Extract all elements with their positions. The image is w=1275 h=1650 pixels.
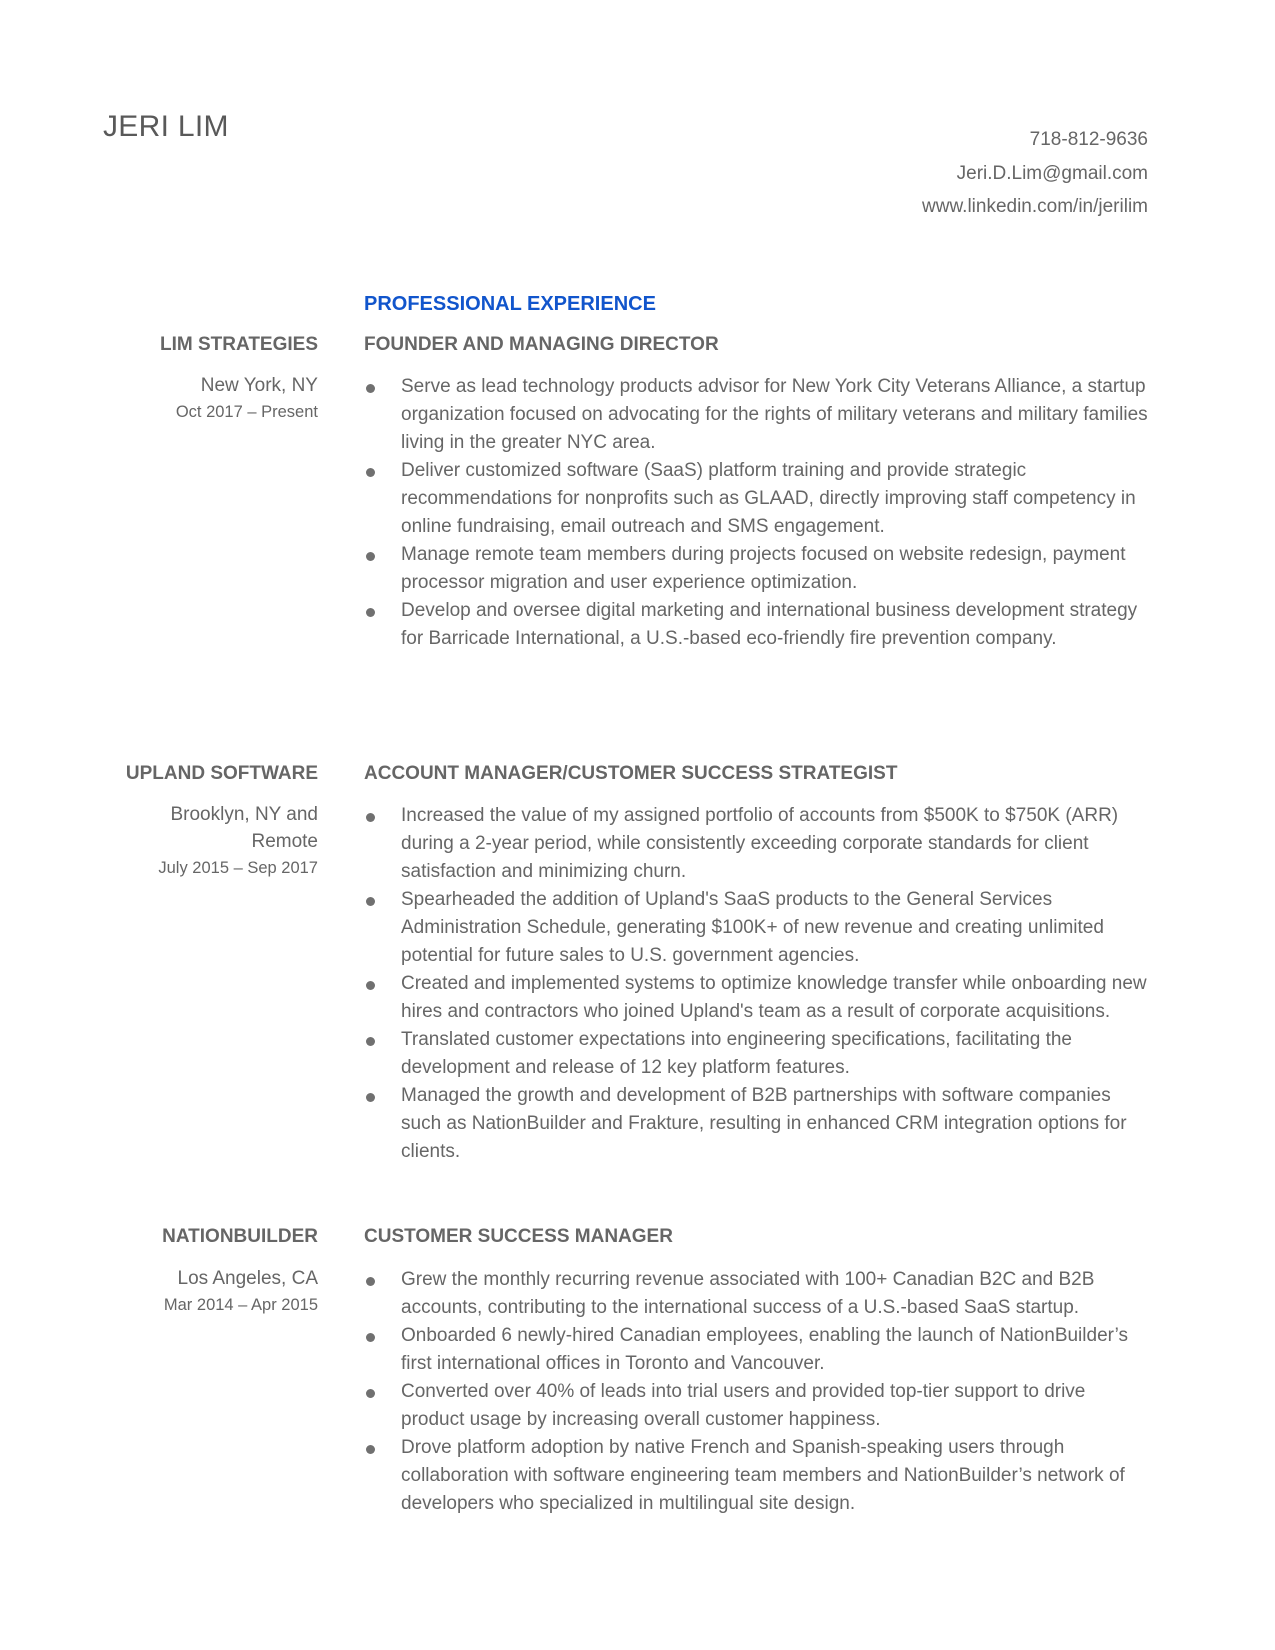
- job-role: ACCOUNT MANAGER/CUSTOMER SUCCESS STRATEGIST: [364, 763, 898, 784]
- email-address: Jeri.D.Lim@gmail.com: [956, 162, 1148, 184]
- job-role: FOUNDER AND MANAGING DIRECTOR: [364, 334, 719, 355]
- phone-number: 718-812-9636: [1029, 129, 1148, 150]
- job-dates: Oct 2017 – Present: [175, 403, 318, 421]
- bullet-icon: [366, 384, 375, 393]
- section-title-experience: PROFESSIONAL EXPERIENCE: [364, 293, 656, 315]
- job-role: CUSTOMER SUCCESS MANAGER: [364, 1226, 673, 1247]
- bullet-icon: [366, 897, 375, 906]
- job-meta: [128, 372, 318, 425]
- job-dates: July 2015 – Sep 2017: [158, 859, 318, 877]
- company-name: UPLAND SOFTWARE: [125, 763, 318, 784]
- bullet-icon: [366, 608, 375, 617]
- bullet-item: [364, 1266, 1154, 1322]
- bullet-icon: [366, 813, 375, 822]
- bullet-list: [364, 373, 1154, 653]
- linkedin-url: www.linkedin.com/in/jerilim: [922, 196, 1148, 217]
- bullet-item: [364, 457, 1154, 541]
- bullet-text: Drove platform adoption by native French and Spanish-speaking users through collaboration with software engineering team members and NationBuilder’s network of developers who specialized in multilingual site design.: [401, 1437, 1125, 1514]
- bullet-text: Develop and oversee digital marketing and international business development strategy for Barricade International, a U.S.-based eco-friendly fire prevention company.: [401, 600, 1138, 649]
- bullet-icon: [366, 1037, 375, 1046]
- bullet-icon: [366, 1093, 375, 1102]
- bullet-text: Created and implemented systems to optimize knowledge transfer while onboarding new hires and contractors who joined Upland's team as a result of corporate acquisitions.: [401, 973, 1147, 1022]
- job-location: Los Angeles, CA: [177, 1268, 318, 1289]
- bullet-text: Spearheaded the addition of Upland's SaaS products to the General Services Administration Schedule, generating $100K+ of new revenue and creating unlimited potential for future sales to U.S. government agencies.: [401, 889, 1104, 966]
- bullet-text: Onboarded 6 newly-hired Canadian employees, enabling the launch of NationBuilder’s first international offices in Toronto and Vancouver.: [401, 1325, 1129, 1374]
- bullet-item: [364, 373, 1154, 457]
- bullet-text: Deliver customized software (SaaS) platform training and provide strategic recommendations for nonprofits such as GLAAD, directly improving staff competency in online fundraising, email outreach and SMS engagement.: [401, 460, 1136, 537]
- bullet-icon: [366, 1333, 375, 1342]
- bullet-list: [364, 802, 1154, 1166]
- bullet-icon: [366, 1445, 375, 1454]
- bullet-item: [364, 541, 1154, 597]
- company-name: LIM STRATEGIES: [160, 334, 318, 355]
- bullet-icon: [366, 1389, 375, 1398]
- bullet-item: [364, 1434, 1154, 1518]
- bullet-text: Grew the monthly recurring revenue associated with 100+ Canadian B2C and B2B accounts, contributing to the international success of a U.S.-based SaaS startup.: [401, 1269, 1095, 1318]
- bullet-icon: [366, 1277, 375, 1286]
- bullet-text: Translated customer expectations into engineering specifications, facilitating the development and release of 12 key platform features.: [401, 1029, 1073, 1078]
- bullet-text: Serve as lead technology products advisor for New York City Veterans Alliance, a startup organization focused on advocating for the rights of military veterans and military families living in the greater NYC area.: [401, 376, 1148, 453]
- job-dates: Mar 2014 – Apr 2015: [163, 1296, 318, 1314]
- bullet-text: Increased the value of my assigned portfolio of accounts from $500K to $750K (ARR) during a 2-year period, while consistently exceeding corporate standards for client satisfaction and minimizing churn.: [401, 805, 1119, 882]
- job-meta: [128, 1265, 318, 1318]
- bullet-item: [364, 802, 1154, 886]
- bullet-icon: [366, 981, 375, 990]
- company-name: NATIONBUILDER: [162, 1226, 318, 1247]
- contact-block: [922, 123, 1148, 224]
- bullet-item: [364, 886, 1154, 970]
- bullet-item: [364, 1082, 1154, 1166]
- bullet-item: [364, 597, 1154, 653]
- candidate-name: JERI LIM: [103, 110, 229, 143]
- bullet-item: [364, 970, 1154, 1026]
- bullet-icon: [366, 552, 375, 561]
- bullet-text: Managed the growth and development of B2B partnerships with software companies such as NationBuilder and Frakture, resulting in enhanced CRM integration options for clients.: [401, 1085, 1127, 1162]
- bullet-item: [364, 1322, 1154, 1378]
- bullet-list: [364, 1266, 1154, 1518]
- bullet-item: [364, 1026, 1154, 1082]
- bullet-icon: [366, 468, 375, 477]
- job-location: Brooklyn, NY and Remote: [170, 804, 318, 852]
- bullet-text: Converted over 40% of leads into trial users and provided top-tier support to drive product usage by increasing overall customer happiness.: [401, 1381, 1086, 1430]
- job-meta: [148, 801, 318, 881]
- bullet-item: [364, 1378, 1154, 1434]
- bullet-text: Manage remote team members during projects focused on website redesign, payment processor migration and user experience optimization.: [401, 544, 1126, 593]
- job-location: New York, NY: [200, 375, 318, 396]
